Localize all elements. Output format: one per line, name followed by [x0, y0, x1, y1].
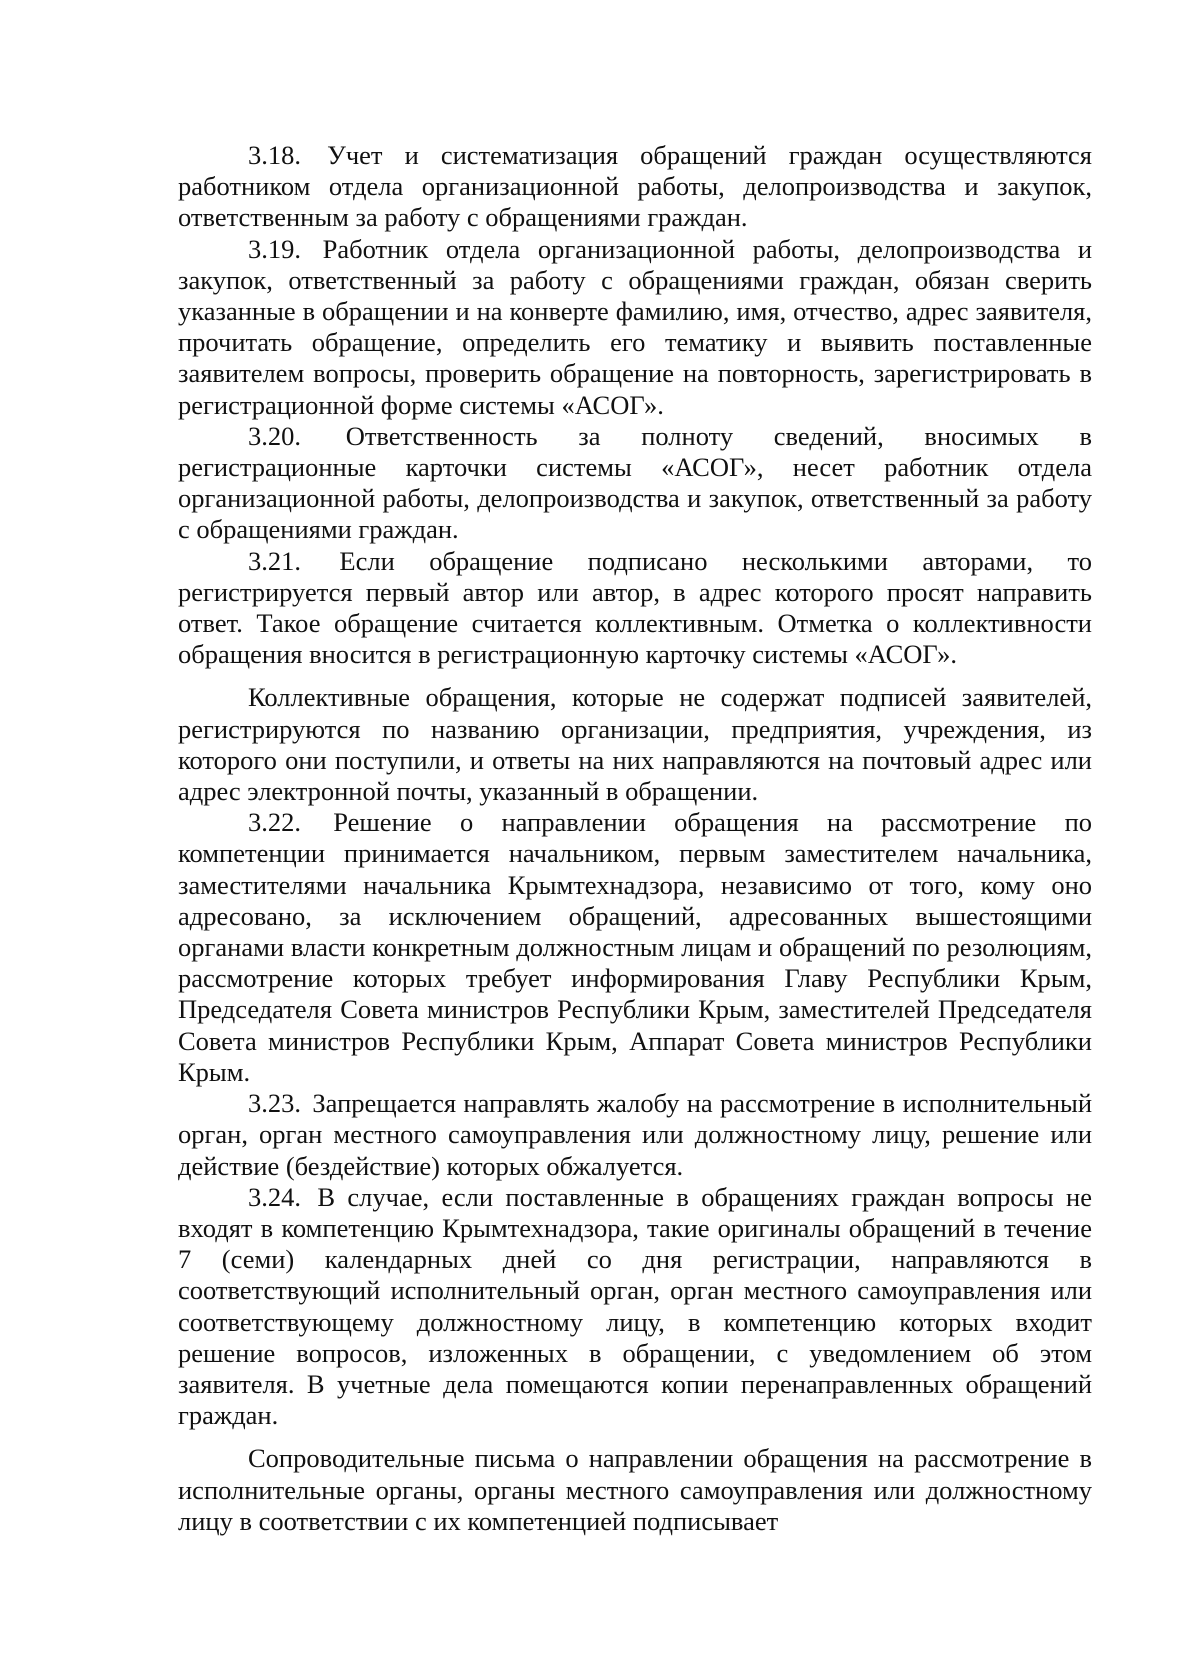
paragraph-collective-appeals [178, 682, 1092, 807]
paragraph-number: 3.22. [248, 807, 301, 838]
paragraph-text: Коллективные обращения, которые не содержат подписей заявителей, регистрируются по названию организации, предприятия, учреждения, из которого они поступили, и ответы на них направляются на почтовый адрес или адрес электронной почты, указанный в обращении. [178, 682, 1092, 807]
paragraph-number: 3.24. [248, 1181, 301, 1212]
paragraph-number: 3.19. [248, 233, 301, 264]
paragraph-text: Решение о направлении обращения на рассмотрение по компетенции принимается начальником, первым заместителем начальника, заместителями начальника Крымтехнадзора, независимо от того, кому оно адресовано, за исключением обращений, адресованных вышестоящими органами власти конкретным должностным лицам и обращений по резолюциям, рассмотрение которых требует информирования Главу Республики Крым, Председателя Совета министров Республики Крым, заместителей Председателя Совета министров Республики Крым, Аппарат Совета министров Республики Крым. [178, 807, 1092, 1087]
paragraph-number: 3.21. [248, 545, 301, 576]
paragraph-3-20 [178, 421, 1092, 546]
paragraph-number: 3.23. [248, 1088, 301, 1119]
paragraph-3-23 [178, 1088, 1092, 1182]
paragraph-text: Сопроводительные письма о направлении обращения на рассмотрение в исполнительные органы, органы местного самоуправления или должностному лицу в соответствии с их компетенцией подписывает [178, 1443, 1092, 1536]
paragraph-text: В случае, если поставленные в обращениях граждан вопросы не входят в компетенцию Крымтехнадзора, такие оригиналы обращений в течение 7 (семи) календарных дней со дня регистрации, направляются в соответствующий исполнительный орган, орган местного самоуправления или соответствующему должностному лицу, в компетенцию которых входит решение вопросов, изложенных в обращении, с уведомлением об этом заявителя. В учетные дела помещаются копии перенаправленных обращений граждан. [178, 1181, 1093, 1431]
paragraph-text: Учет и систематизация обращений граждан осуществляются работником отдела организационной работы, делопроизводства и закупок, ответственным за работу с обращениями граждан. [178, 140, 1092, 233]
paragraph-3-19 [178, 234, 1092, 421]
paragraph-text: Запрещается направлять жалобу на рассмотрение в исполнительный орган, орган местного самоуправления или должностному лицу, решение или действие (бездействие) которых обжалуется. [178, 1088, 1093, 1181]
paragraph-number: 3.20. [248, 420, 301, 451]
paragraph-text: Работник отдела организационной работы, делопроизводства и закупок, ответственный за работу с обращениями граждан, обязан сверить указанные в обращении и на конверте фамилию, имя, отчество, адрес заявителя, прочитать обращение, определить его тематику и выявить поставленные заявителем вопросы, проверить обращение на повторность, зарегистрировать в регистрационной форме системы «АСОГ». [178, 233, 1093, 420]
paragraph-cover-letters [178, 1443, 1092, 1537]
document-body [178, 140, 1092, 1537]
paragraph-3-21 [178, 546, 1092, 671]
paragraph-3-22 [178, 807, 1092, 1088]
paragraph-3-18 [178, 140, 1092, 234]
paragraph-text: Ответственность за полноту сведений, вносимых в регистрационные карточки системы «АСОГ», несет работник отдела организационной работы, делопроизводства и закупок, ответственный за работу с обращениями граждан. [178, 420, 1093, 545]
paragraph-text: Если обращение подписано несколькими авторами, то регистрируется первый автор или автор, в адрес которого просят направить ответ. Такое обращение считается коллективным. Отметка о коллективности обращения вносится в регистрационную карточку системы «АСОГ». [178, 545, 1092, 670]
paragraph-number: 3.18. [248, 140, 301, 170]
paragraph-3-24 [178, 1182, 1092, 1432]
